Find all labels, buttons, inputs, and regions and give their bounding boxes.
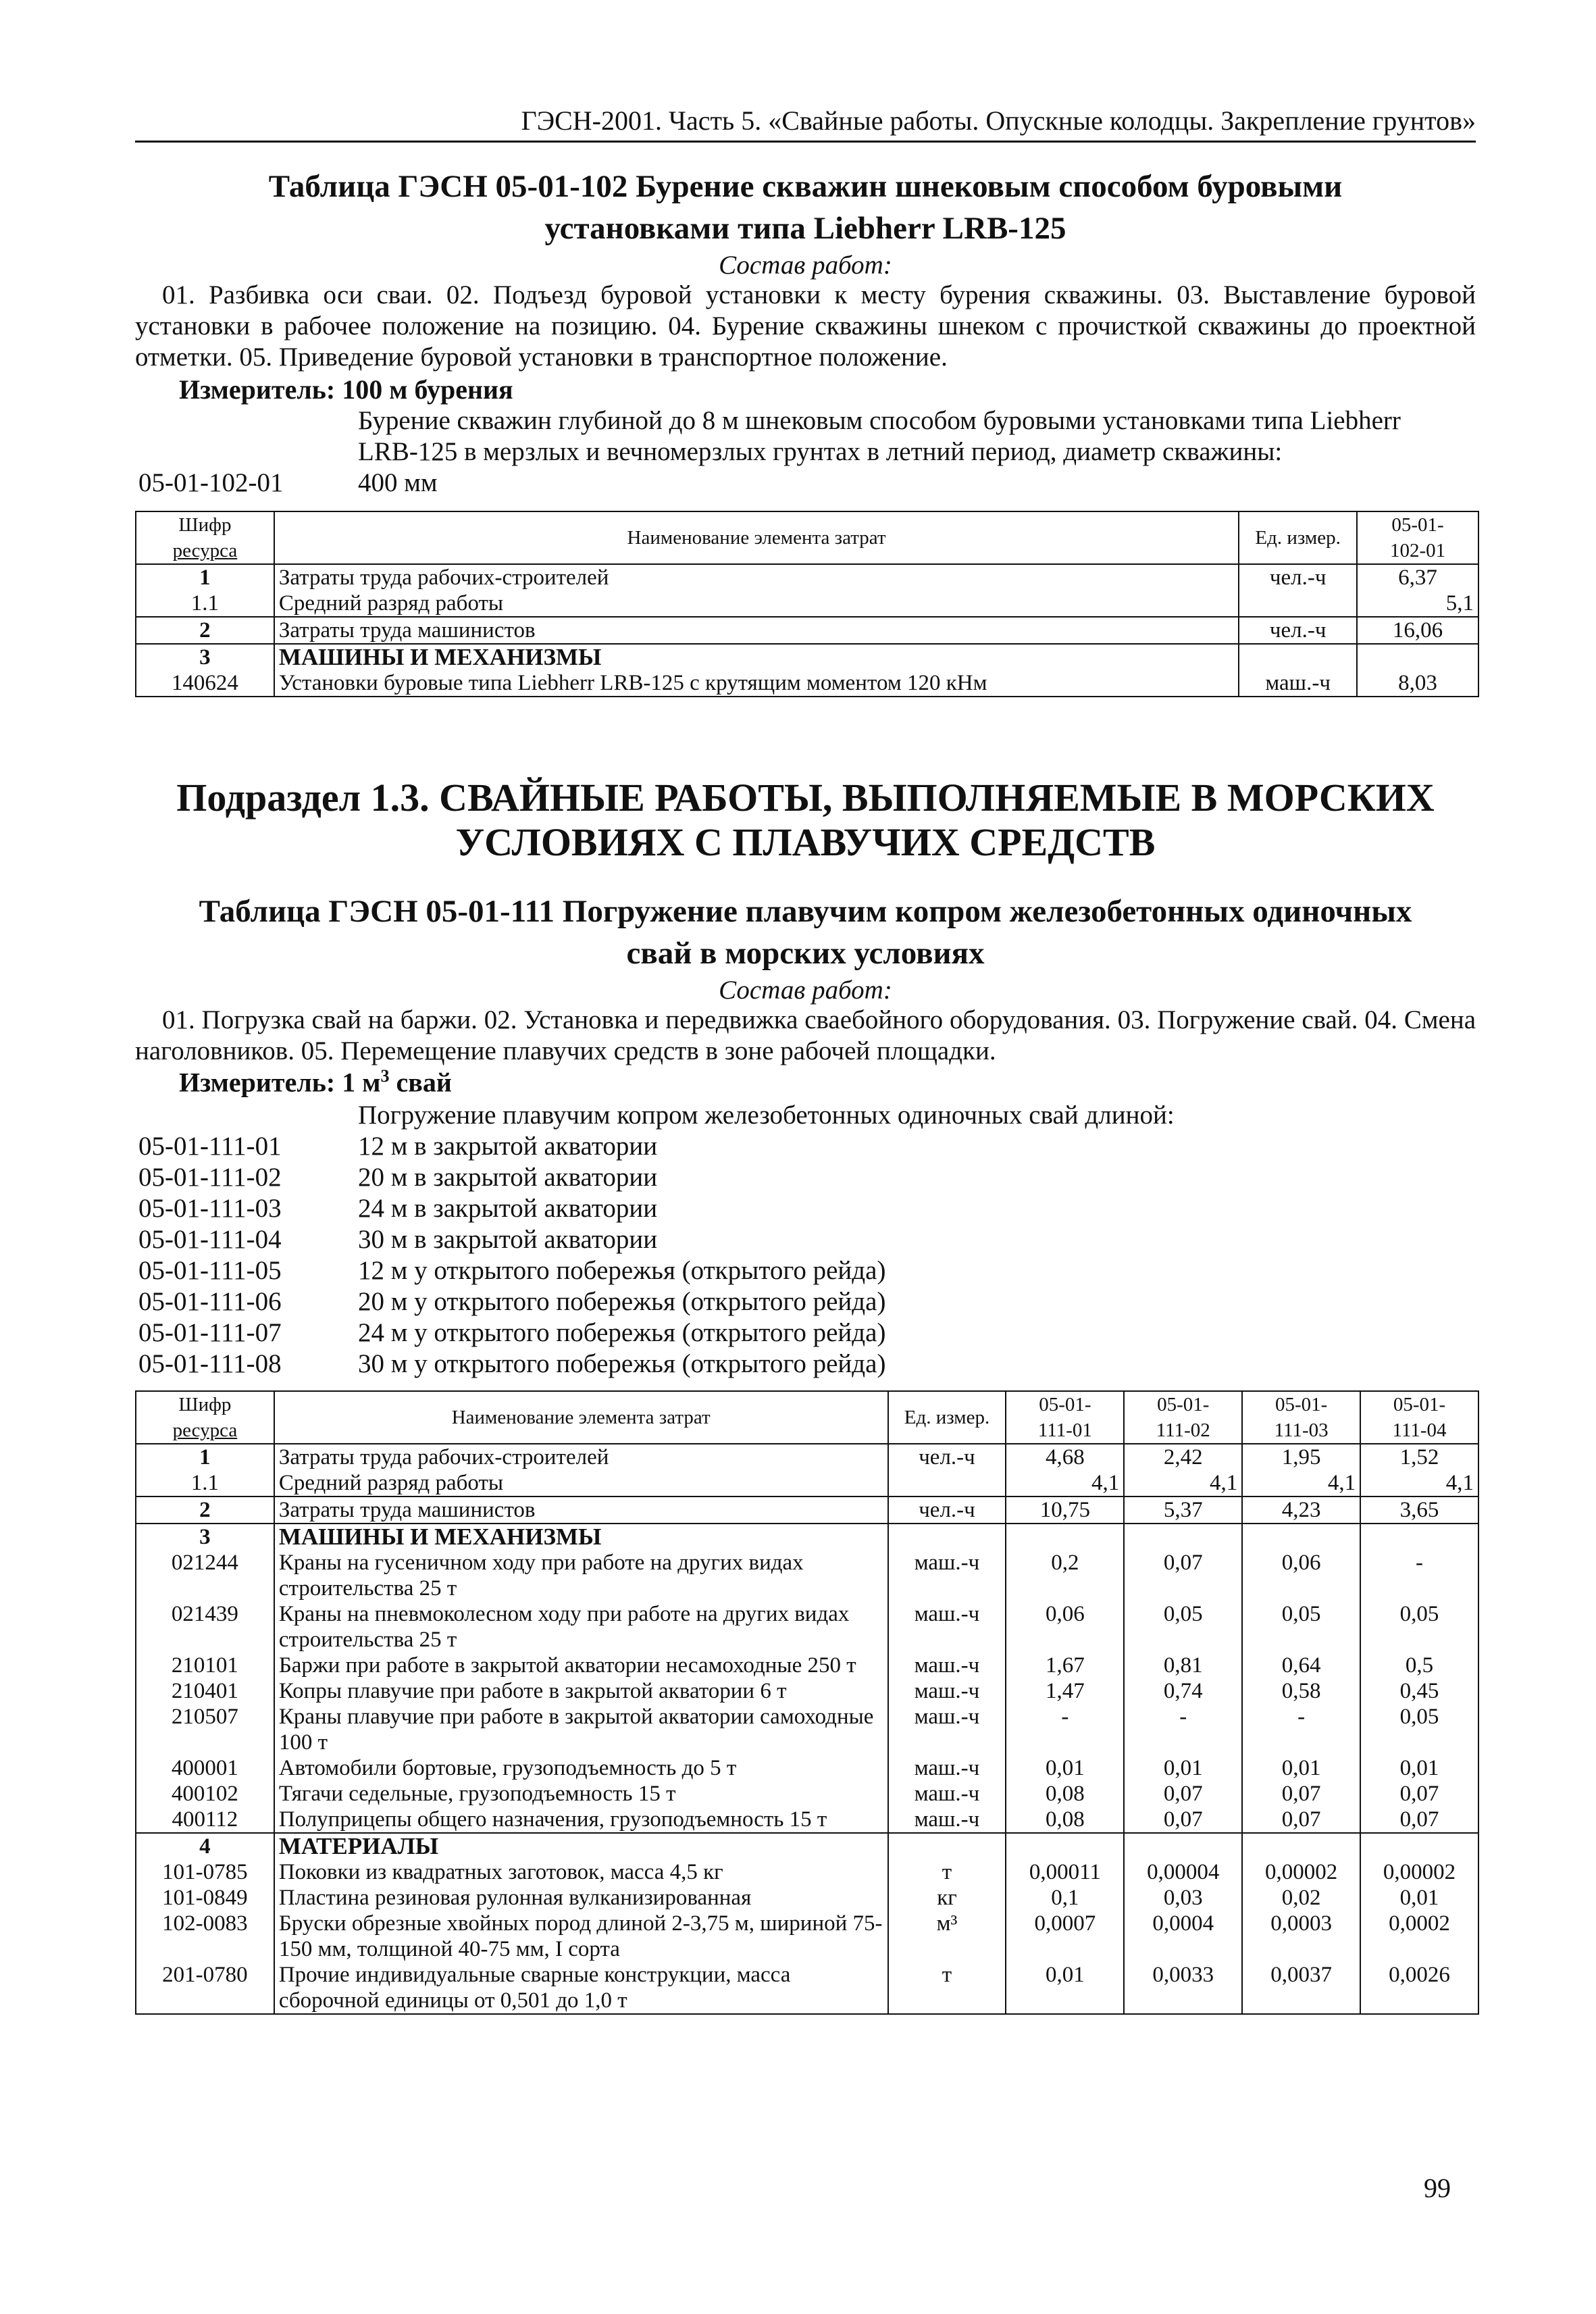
table-cell: Краны на пневмоколесном ходу при работе на других видах строительства 25 т [274,1601,888,1653]
table-cell: 4,1 [1006,1470,1124,1496]
table-cell: 102-0083 [136,1911,274,1962]
table-cell: - [1124,1704,1242,1755]
table-row [136,1859,1478,1885]
table-cell: маш.-ч [888,1704,1006,1755]
table-cell: 5,37 [1124,1496,1242,1524]
table-cell: 0,07 [1124,1781,1242,1807]
table-cell: 201-0780 [136,1962,274,2014]
table-cell: 2 [136,1496,274,1524]
table-cell: 101-0785 [136,1859,274,1885]
table-111-intro: Погружение плавучим копром железобетонных одиночных свай длиной: [358,1101,1175,1130]
table-cell: кг [888,1885,1006,1911]
table-cell: 0,00004 [1124,1859,1242,1885]
table-cell [1006,1833,1124,1859]
table-cell: 0,2 [1006,1550,1124,1601]
table-row [136,1678,1478,1704]
table-cell: 0,07 [1360,1781,1478,1807]
subsection-title [135,776,1476,865]
table-cell: 400001 [136,1755,274,1781]
header-cipher: Шифр ресурса [136,511,274,564]
table-cell [1242,1833,1360,1859]
table-cell: 0,0003 [1242,1911,1360,1962]
table-cell: 1,95 [1242,1444,1360,1470]
table-cell: Баржи при работе в закрытой акватории несамоходные 250 т [274,1653,888,1678]
table-cell: 4,1 [1242,1470,1360,1496]
table-row [136,1601,1478,1653]
table-cell: Полуприцепы общего назначения, грузоподъемность 15 т [274,1807,888,1833]
table-cell: 0,07 [1242,1807,1360,1833]
header-cipher: Шифр ресурса [136,1391,274,1444]
table-cell: 0,0037 [1242,1962,1360,2014]
page-number: 99 [1424,2173,1451,2203]
table-cell: маш.-ч [888,1678,1006,1704]
header-col-3: 05-01- 111-03 [1242,1391,1360,1444]
table-cell: 0,58 [1242,1678,1360,1704]
table-cell: Копры плавучие при работе в закрытой акватории 6 т [274,1678,888,1704]
table-111-meter: Измеритель: 1 $м^3$ свай [179,1066,452,1098]
table-cell [1124,1833,1242,1859]
norm-code: 05-01-102-01 [138,468,284,497]
table-cell: маш.-ч [888,1601,1006,1653]
table-row [136,1755,1478,1781]
table-111-work-text: 01. Погрузка свай на баржи. 02. Установка и передвижка сваебойного оборудования. 03. Погружение свай. 04. Смена наголовников. 05. Перемещение плавучих средств в зоне рабочей площадки. [135,1005,1476,1065]
table-102-work-heading: Состав работ: [719,251,892,280]
table-cell: 0,05 [1360,1601,1478,1653]
table-row [136,1807,1478,1833]
table-cell: Затраты труда рабочих-строителей [274,1444,888,1470]
table-cell [888,1833,1006,1859]
table-cell: 021244 [136,1550,274,1601]
table-cell: 0,74 [1124,1678,1242,1704]
table-cell: 0,02 [1242,1885,1360,1911]
table-cell: 2,42 [1124,1444,1242,1470]
table-row [136,1653,1478,1678]
table-cell [1360,1833,1478,1859]
table-cell: 0,03 [1124,1885,1242,1911]
table-111-title-line2: свай в морских условиях [626,936,985,971]
table-cell: Поковки из квадратных заготовок, масса 4,5 кг [274,1859,888,1885]
table-cell: чел.-ч [888,1444,1006,1470]
table-cell: Тягачи седельные, грузоподъемность 15 т [274,1781,888,1807]
table-cell: 0,0007 [1006,1911,1124,1962]
table-cell: - [1360,1550,1478,1601]
table-cell: Затраты труда машинистов [274,1496,888,1524]
table-cell: Бруски обрезные хвойных пород длиной 2-3,75 м, шириной 75-150 мм, толщиной 40-75 мм, I сорта [274,1911,888,1962]
table-102-work-text: 01. Разбивка оси сваи. 02. Подъезд буровой установки к месту бурения скважины. 03. Выставление буровой установки в рабочее положение на позицию. 04. Бурение скважины шнеком с прочисткой скважины до проектной отметки. 05. Приведение буровой установки в транспортное положение. [135,280,1476,372]
table-cell: 3,65 [1360,1496,1478,1524]
table-cell: 1,67 [1006,1653,1124,1678]
table-111-body [136,1444,1478,2014]
table-cell: 0,07 [1242,1781,1360,1807]
table-cell: МАШИНЫ И МЕХАНИЗМЫ [274,1524,888,1550]
table-cell: чел.-ч [888,1496,1006,1524]
table-cell: 0,05 [1242,1601,1360,1653]
table-cell: 0,06 [1006,1601,1124,1653]
table-cell: 021439 [136,1601,274,1653]
table-cell: 1 [136,1444,274,1470]
table-cell: 0,01 [1006,1755,1124,1781]
table-111-title-line1: Таблица ГЭСН 05-01-111 Погружение плавучим копром железобетонных одиночных [199,894,1412,929]
table-cell: маш.-ч [888,1653,1006,1678]
table-header-row [136,511,1478,564]
table-cell: Автомобили бортовые, грузоподъемность до 5 т [274,1755,888,1781]
table-cell: маш.-ч [888,1807,1006,1833]
table-cell: Пластина резиновая рулонная вулканизированная [274,1885,888,1911]
norm-code-row: 05-01-111-08 30 м у открытого побережья (открытого рейда) [138,1349,886,1378]
table-cell: 0,64 [1242,1653,1360,1678]
table-111-work-heading: Состав работ: [719,976,892,1005]
table-cell: 210507 [136,1704,274,1755]
table-111 [135,1390,1479,2015]
table-cell [1242,1524,1360,1550]
table-cell: 0,01 [1006,1962,1124,2014]
table-cell: 4,1 [1124,1470,1242,1496]
table-cell: 0,07 [1124,1550,1242,1601]
subsection-title-line2: УСЛОВИЯХ С ПЛАВУЧИХ СРЕДСТВ [455,820,1156,864]
table-cell: 0,05 [1360,1704,1478,1755]
table-row: 2 Затраты труда машинистов чел.-ч 16,06 [136,617,1478,644]
table-cell: Краны на гусеничном ходу при работе на других видах строительства 25 т [274,1550,888,1601]
table-cell: 0,0026 [1360,1962,1478,2014]
table-cell: 0,08 [1006,1781,1124,1807]
table-row [136,1550,1478,1601]
table-cell [888,1524,1006,1550]
norm-code-row: 05-01-111-06 20 м у открытого побережья (открытого рейда) [138,1287,886,1316]
header-unit: Ед. измер. [1239,511,1357,564]
table-cell: 0,5 [1360,1653,1478,1678]
table-row [136,1704,1478,1755]
table-row [136,1444,1478,1470]
header-name: Наименование элемента затрат [274,511,1239,564]
table-cell: - [1242,1704,1360,1755]
table-cell [1360,1524,1478,1550]
table-cell: 400112 [136,1807,274,1833]
table-cell [1006,1524,1124,1550]
table-cell [1124,1524,1242,1550]
table-row: 1.1 Средний разряд работы 5,1 [136,590,1478,617]
table-cell: маш.-ч [888,1550,1006,1601]
table-cell: 0,06 [1242,1550,1360,1601]
table-row: 3 МАШИНЫ И МЕХАНИЗМЫ [136,644,1478,670]
table-row [136,1781,1478,1807]
table-102-title-line1: Таблица ГЭСН 05-01-102 Бурение скважин шнековым способом буровыми [268,169,1343,204]
norm-code-row: 05-01-111-07 24 м у открытого побережья (открытого рейда) [138,1318,886,1347]
header-name: Наименование элемента затрат [274,1391,888,1444]
header-col-1: 05-01- 111-01 [1006,1391,1124,1444]
table-cell: 0,00002 [1242,1859,1360,1885]
table-cell: 101-0849 [136,1885,274,1911]
table-cell: Прочие индивидуальные сварные конструкции, масса сборочной единицы от 0,501 до 1,0 т [274,1962,888,2014]
table-row [136,1496,1478,1524]
table-cell: Краны плавучие при работе в закрытой акватории самоходные 100 т [274,1704,888,1755]
table-cell: 3 [136,1524,274,1550]
table-cell: 1.1 [136,1470,274,1496]
running-header: ГЭСН-2001. Часть 5. «Свайные работы. Опускные колодцы. Закрепление грунтов» [135,105,1476,143]
table-row: 140624 Установки буровые типа Liebherr LRB-125 с крутящим моментом 120 кНм маш.-ч 8,03 [136,670,1478,697]
table-cell: 0,05 [1124,1601,1242,1653]
table-cell: 0,01 [1242,1755,1360,1781]
header-col-1: 05-01- 102-01 [1357,511,1478,564]
norm-desc: 400 мм [358,468,438,497]
table-cell: т [888,1859,1006,1885]
subsection-title-line1: Подраздел 1.3. СВАЙНЫЕ РАБОТЫ, ВЫПОЛНЯЕМЫЕ В МОРСКИХ [176,776,1435,820]
table-cell: 0,00002 [1360,1859,1478,1885]
norm-code-row: 05-01-111-04 30 м в закрытой акватории [138,1225,658,1254]
table-row: 1 Затраты труда рабочих-строителей чел.-ч 6,37 [136,564,1478,590]
table-111-title [135,890,1476,974]
table-102-meter: Измеритель: 100 м бурения [179,374,513,405]
table-cell: - [1006,1704,1124,1755]
table-row [136,1833,1478,1859]
table-cell: 0,07 [1360,1807,1478,1833]
header-unit: Ед. измер. [888,1391,1006,1444]
table-102-title [135,166,1476,249]
header-col-2: 05-01- 111-02 [1124,1391,1242,1444]
table-cell: 4,23 [1242,1496,1360,1524]
table-cell [888,1470,1006,1496]
table-cell: 0,0004 [1124,1911,1242,1962]
table-cell: 0,0002 [1360,1911,1478,1962]
norm-code-row: 05-01-111-05 12 м у открытого побережья (открытого рейда) [138,1256,886,1285]
table-cell: 210101 [136,1653,274,1678]
table-cell: Средний разряд работы [274,1470,888,1496]
table-header-row [136,1391,1478,1444]
table-cell: 4,68 [1006,1444,1124,1470]
table-cell: маш.-ч [888,1781,1006,1807]
table-cell: 4 [136,1833,274,1859]
table-cell: 0,45 [1360,1678,1478,1704]
table-cell: 1,52 [1360,1444,1478,1470]
table-row [136,1962,1478,2014]
table-cell: т [888,1962,1006,2014]
table-row [136,1885,1478,1911]
norm-code-row: 05-01-111-01 12 м в закрытой акватории [138,1132,658,1161]
header-col-4: 05-01- 111-04 [1360,1391,1478,1444]
table-cell: м³ [888,1911,1006,1962]
table-cell: 0,0033 [1124,1962,1242,2014]
table-cell: 0,07 [1124,1807,1242,1833]
table-cell: 0,01 [1124,1755,1242,1781]
table-cell: 0,00011 [1006,1859,1124,1885]
table-cell: 10,75 [1006,1496,1124,1524]
table-cell: 4,1 [1360,1470,1478,1496]
table-row [136,1470,1478,1496]
table-cell: 210401 [136,1678,274,1704]
table-cell: 0,01 [1360,1885,1478,1911]
table-cell: 0,08 [1006,1807,1124,1833]
table-cell: МАТЕРИАЛЫ [274,1833,888,1859]
table-row [136,1911,1478,1962]
table-cell: маш.-ч [888,1755,1006,1781]
table-row [136,1524,1478,1550]
norm-code-row: 05-01-111-02 20 м в закрытой акватории [138,1163,658,1192]
table-102-code-row [138,468,438,499]
norm-code-row: 05-01-111-03 24 м в закрытой акватории [138,1194,658,1223]
table-102 [135,511,1479,697]
table-cell: 400102 [136,1781,274,1807]
table-cell: 0,81 [1124,1653,1242,1678]
table-102-title-line2: установками типа Liebherr LRB-125 [544,211,1066,246]
table-cell: 1,47 [1006,1678,1124,1704]
table-cell: 0,01 [1360,1755,1478,1781]
table-102-intro: Бурение скважин глубиной до 8 м шнековым способом буровыми установками типа Liebherr LRB-125 в мерзлых и вечномерзлых грунтах в летний период, диаметр скважины: [358,406,1401,466]
table-cell: 0,1 [1006,1885,1124,1911]
